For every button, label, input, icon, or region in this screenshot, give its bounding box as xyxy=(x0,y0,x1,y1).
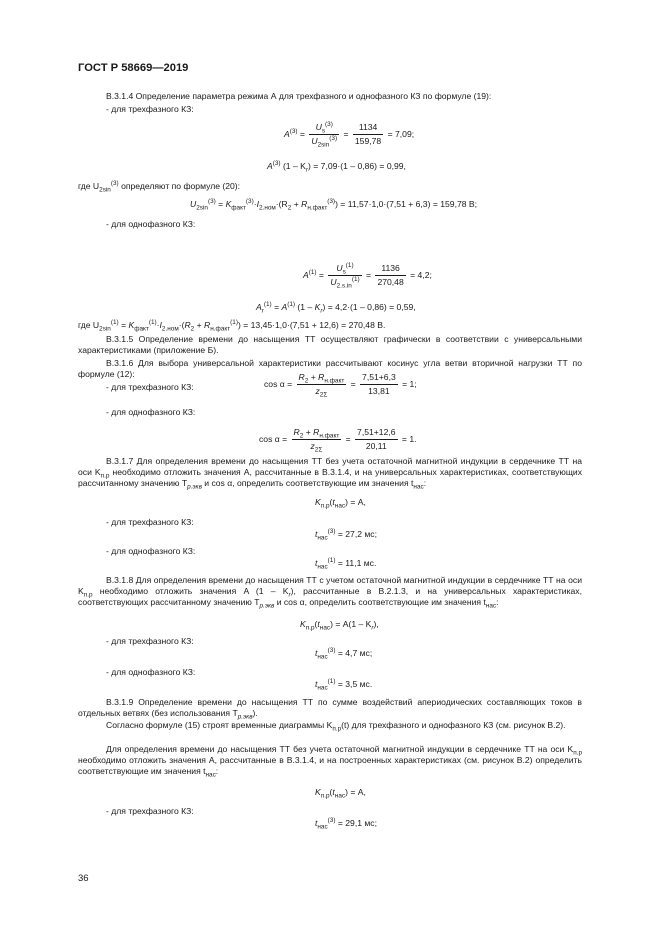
document-header: ГОСТ Р 58669—2019 xyxy=(78,62,189,74)
formula-kpr-tnas: $K_{п.р}(t_{нас}) = A$, xyxy=(315,497,366,510)
formula-kpr-tnas-3: $K_{п.р}(t_{нас}) = A$, xyxy=(315,787,366,800)
formula-cos3: cos α = $\frac{R_2 + R_{н.факт}}{z_{2\Sigma}}$ = $\frac{7,51+6,3}{13,81}$ = 1; xyxy=(264,372,417,399)
page-number: 36 xyxy=(78,873,89,884)
formula-t3-b319: $t_{нас}^{(3)} = 29,1$ мс; xyxy=(315,817,377,831)
three-phase-label-4: - для трехфазного КЗ: xyxy=(106,636,194,646)
formula-t1-b318: $t_{нас}^{(1)} = 3,5$ мс. xyxy=(315,678,373,692)
formula-a3-kr: $A^{(3)}$ $(1 - K_r) = 7,09\cdot(1 - 0,86) = 0,99$, xyxy=(267,160,406,174)
where-u2sin: где $U_{2sin}^{(3)}$ определяют по формуле (20): xyxy=(78,180,241,194)
formula-a1-kr: $A_r^{(1)} = A^{(1)}$ $(1 - K_r) = 4,2\cdot(1 - 0,86) = 0,59$, xyxy=(256,301,416,315)
formula-t3-b318: $t_{нас}^{(3)} = 4,7$ мс; xyxy=(315,647,373,661)
formula-t3-b317: $t_{нас}^{(3)} = 27,2$ мс; xyxy=(315,528,377,542)
section-b316: В.3.1.6 Для выбора универсальной характеристики рассчитывают косинус угла ветви вторичной нагрузки ТТ по формуле (12): xyxy=(78,358,582,380)
formula-kpr-tnas-2: $K_{п.р}(t_{нас}) = A(1 - K_r)$, xyxy=(300,619,379,632)
where-u2sin1: где $U_{2sin}^{(1)} = K_{факт}^{(1)}\cdot I_{2.ном}\cdot(R_2 + R_{н.факт}^{(1)}) = 13,45\cdot 1,0\cdot(7,51 + 12,6) = 270,48$ В. xyxy=(78,319,386,333)
formula-a3: $A^{(3)}$ = $\frac{U_s^{(3)}}{U_{2sin}^{(3)}}$ = $\frac{1134}{159,78}$ = 7,09; xyxy=(284,121,415,149)
three-phase-label-5: - для трехфазного КЗ: xyxy=(106,806,194,816)
formula-a1: $A^{(1)}$ = $\frac{U_s^{(1)}}{U_{2.s.in}^{(1)}}$ = $\frac{1136}{270,48}$ = 4,2; xyxy=(303,262,432,290)
section-b315: В.3.1.5 Определение времени до насыщения ТТ осуществляют графически в соответствии с универсальными характеристиками (приложение Б). xyxy=(78,334,582,356)
single-phase-label: - для однофазного КЗ: xyxy=(106,219,196,229)
section-b318: В.3.1.8 Для определения времени до насыщения ТТ с учетом остаточной магнитной индукции в сердечнике ТТ на оси $K_{п.р}$ необходимо отложить значения A $(1 - K_r)$, рассчитанные в В.2.1.3, и на универсальных характеристиках, соответствующих рассчитанному значению $T_{р.экв}$ и cos α, определить соответствующие им значения $t_{нас}$: xyxy=(78,575,582,611)
formula-t1-b317: $t_{нас}^{(1)} = 11,1$ мс. xyxy=(315,557,377,571)
single-phase-label-2: - для однофазного КЗ: xyxy=(106,407,196,417)
three-phase-label-2: - для трехфазного КЗ: xyxy=(106,382,194,392)
single-phase-label-4: - для однофазного КЗ: xyxy=(106,667,196,677)
section-b319-p3: Для определения времени до насыщения ТТ без учета остаточной магнитной индукции в сердечнике ТТ на оси $K_{п.р}$ необходимо отложить значения A, рассчитанные в В.3.1.4, и на построенных характеристиках (см. рисунок В.2) определить соответствующие им значения $t_{нас}$: xyxy=(78,744,582,780)
formula-cos1: cos α = $\frac{R_2 + R_{н.факт}}{z_{2\Sigma}}$ = $\frac{7,51+12,6}{20,11}$ = 1. xyxy=(259,427,417,454)
section-b319: В.3.1.9 Определение времени до насыщения ТТ по сумме воздействий апериодических составляющих токов в отдельных ветвях (без использования $T_{р.экв}$). xyxy=(78,697,582,721)
section-b319-p2: Согласно формуле (15) строят временные диаграммы $K_{п.р}(t)$ для трехфазного и однофазного КЗ (см. рисунок В.2). xyxy=(106,720,566,733)
three-phase-label: - для трехфазного КЗ: xyxy=(106,104,194,114)
section-b317: В.3.1.7 Для определения времени до насыщения ТТ без учета остаточной магнитной индукции в сердечнике ТТ на оси $K_{п.р}$ необходимо отложить значения A, рассчитанные в В.3.1.4, и на универсальных характеристиках, соответствующих рассчитанному значению $T_{р.экв}$ и cos α, определить соответствующие им значения $t_{нас}$: xyxy=(78,456,582,492)
single-phase-label-3: - для однофазного КЗ: xyxy=(106,546,196,556)
section-b314-title: В.3.1.4 Определение параметра режима А для трехфазного и однофазного КЗ по формуле (19): xyxy=(106,91,492,101)
three-phase-label-3: - для трехфазного КЗ: xyxy=(106,517,194,527)
formula-u2sin3: $U_{2sin}^{(3)} = K_{факт}^{(3)}\cdot I_{2.ном}\cdot(R_2 + R_{н.факт}^{(3)}) = 11,57\cdot 1,0\cdot(7,51 + 6,3) = 159,78$ В; xyxy=(190,198,478,212)
